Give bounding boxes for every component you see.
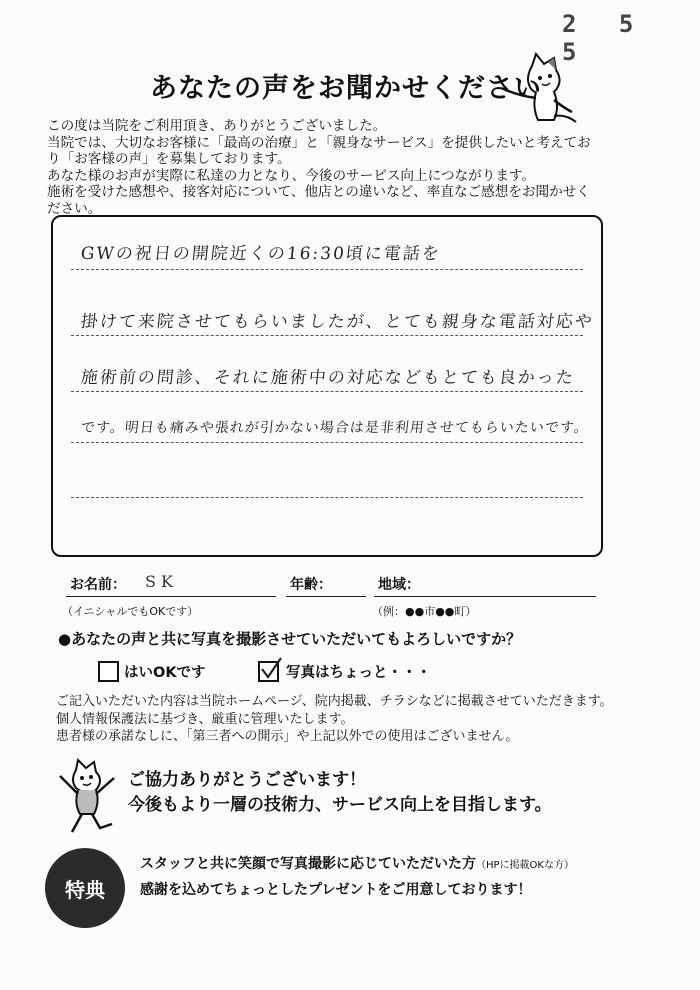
intro-text	[47, 118, 607, 218]
ruled-line	[71, 269, 583, 270]
intro-line: あなた様のお声が実際に私達の力となり、今後のサービス向上につながります。	[47, 167, 536, 184]
thanks-line: 今後もより一層の技術力、サービス向上を目指します。	[128, 795, 552, 815]
region-note: （例：●●市●●町）	[372, 605, 477, 618]
privacy-line: 患者様の承諾なしに、「第三者への開示」や上記以外での使用はございません。	[56, 729, 519, 744]
benefit-line: 感謝を込めてちょっとしたプレゼントをご用意しております！	[140, 882, 532, 898]
benefit-line: スタッフと共に笑顔で写真撮影に応じていただいた方	[140, 856, 476, 872]
age-underline	[286, 596, 366, 597]
intro-line: ださい。	[47, 200, 102, 217]
privacy-line: ご記入いただいた内容は当院ホームページ、院内掲載、チラシなどに掲載させていただきます。	[56, 694, 613, 709]
handwritten-line: です。明日も痛みや張れが引かない場合は是非利用させてもらいたいです。	[80, 420, 590, 436]
photo-yes-label: はいOKです	[124, 665, 206, 681]
benefit-text	[140, 852, 574, 902]
cat-jumping-icon	[54, 758, 124, 836]
intro-line: 当院では、大切なお客様に「最高の治療」と「親身なサービス」を提供したいと考えてお	[47, 134, 591, 151]
age-label: 年齢：	[290, 577, 332, 593]
ruled-line	[71, 391, 583, 392]
benefit-note: （HPに掲載OKな方）	[476, 860, 574, 871]
thanks-message	[128, 768, 552, 818]
handwritten-line: 掛けて来院させてもらいましたが、とても親身な電話対応や	[79, 312, 595, 332]
handwritten-line: 施術前の問診、それに施術中の対応などもとても良かった	[79, 368, 576, 388]
name-note: （イニシャルでもOKです）	[62, 605, 199, 618]
photo-no-label: 写真はちょっと・・・	[286, 665, 431, 681]
photo-no-checkbox[interactable]	[258, 661, 279, 682]
ruled-line	[71, 335, 583, 336]
name-value[interactable]: S K	[145, 572, 173, 591]
intro-line: この度は当院をご利用頂き、ありがとうございました。	[47, 118, 387, 134]
intro-line: り「お客様の声」を募集しております。	[47, 151, 291, 168]
page-number: 2 5 5	[562, 10, 648, 66]
page-title: あなたの声をお聞かせください	[150, 73, 542, 104]
ruled-line	[71, 442, 583, 443]
name-label: お名前：	[70, 577, 126, 593]
region-underline	[374, 596, 596, 597]
privacy-line: 個人情報保護法に基づき、厳重に管理いたします。	[56, 711, 354, 727]
comment-box[interactable]	[51, 215, 603, 557]
photo-yes-checkbox[interactable]	[98, 661, 119, 682]
region-label: 地域：	[378, 577, 420, 593]
photo-question: ●あなたの声と共に写真を撮影させていただいてもよろしいですか？	[58, 630, 522, 648]
name-underline	[66, 596, 276, 597]
checkmark-icon	[259, 657, 283, 681]
thanks-line: ご協力ありがとうございます！	[128, 770, 366, 790]
privacy-notice	[56, 693, 613, 746]
intro-line: 施術を受けた感想や、接客対応について、他店との違いなど、率直なご感想をお聞かせく	[47, 184, 590, 201]
ruled-line	[71, 497, 583, 498]
handwritten-line: GWの祝日の開院近くの16:30頃に電話を	[79, 244, 442, 264]
benefit-badge: 特典	[45, 848, 125, 928]
